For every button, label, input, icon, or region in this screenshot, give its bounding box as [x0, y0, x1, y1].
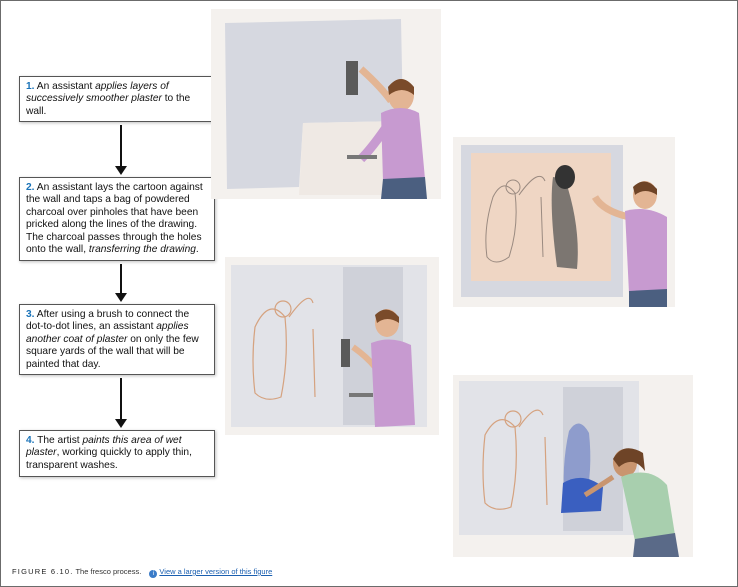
view-larger-link[interactable]: View a larger version of this figure — [159, 567, 273, 576]
step-3-emphasis: applies another coat of plaster — [26, 321, 189, 345]
step-3-number: 3. — [26, 309, 35, 320]
figure-caption — [12, 567, 272, 578]
step-3-text-end: on only the few square yards of the wall that will be painted that day. — [26, 333, 199, 370]
illustration-pouncing — [453, 137, 675, 307]
illustration-plastering — [211, 9, 441, 199]
step-1-emphasis: applies layers of successively smoother plaster — [26, 81, 169, 105]
step-4-box — [19, 430, 215, 477]
step-2-box — [19, 177, 215, 261]
step-2-emphasis: transferring the drawing — [88, 244, 196, 256]
step-3-text: After using a brush to connect the dot-to-dot lines, an assistant — [26, 309, 190, 333]
figure-label: FIGURE 6.10. — [12, 567, 74, 576]
arrow-1-to-2 — [115, 125, 127, 175]
step-4-number: 4. — [26, 435, 35, 446]
step-2-text-end: . — [195, 244, 199, 256]
step-4-text: The artist — [37, 435, 83, 446]
step-4-emphasis: paints this area of wet plaster — [26, 435, 182, 459]
arrow-2-to-3 — [115, 264, 127, 302]
step-2-text: An assistant lays the cartoon against the wall and taps a bag of powdered charcoal over pinholes that have been pricked along the lines of the drawing. The charcoal passes through the holes onto the wall, — [26, 182, 203, 256]
illustration-painting — [453, 375, 693, 557]
info-icon[interactable]: i — [149, 570, 157, 578]
caption-text: The fresco process. — [75, 567, 142, 576]
illustration-new-plaster — [225, 257, 439, 435]
step-3-box — [19, 304, 215, 375]
step-2-number: 2. — [26, 182, 35, 193]
step-1-box — [19, 76, 215, 122]
step-1-number: 1. — [26, 81, 35, 92]
step-4-text-end: , working quickly to apply thin, transparent washes. — [26, 447, 192, 471]
step-1-text-end: to the wall. — [26, 93, 191, 117]
step-1-text: An assistant — [36, 81, 96, 92]
arrow-3-to-4 — [115, 378, 127, 428]
